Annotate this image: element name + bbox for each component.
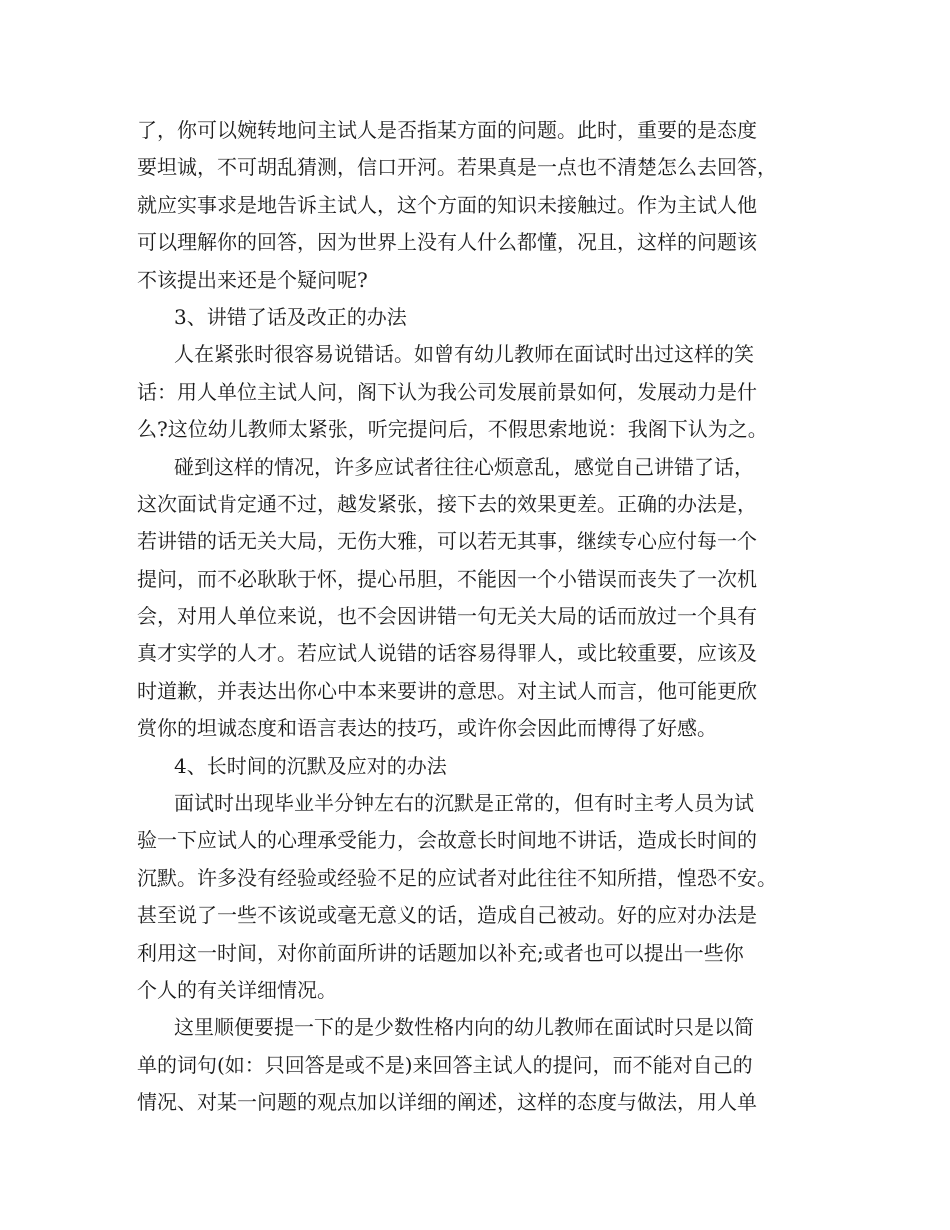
text-line: 会，对用人单位来说，也不会因讲错一句无关大局的话而放过一个具有 <box>137 604 757 629</box>
document-body <box>137 112 827 1122</box>
text-line: 单的词句(如：只回答是或不是)来回答主试人的提问，而不能对自己的 <box>137 1052 753 1077</box>
text-line: 这里顺便要提一下的是少数性格内向的幼儿教师在面试时只是以简 <box>174 1015 754 1040</box>
text-line: 利用这一时间，对你前面所讲的话题加以补充;或者也可以提出一些你 <box>137 940 744 965</box>
text-line: 3、讲错了话及改正的办法 <box>174 304 407 329</box>
text-line: 就应实事求是地告诉主试人，这个方面的知识未接触过。作为主试人他 <box>137 192 757 217</box>
text-line: 碰到这样的情况，许多应试者往往心烦意乱，感觉自己讲错了话， <box>174 454 754 479</box>
text-line: 若讲错的话无关大局，无伤大雅，可以若无其事，继续专心应付每一个 <box>137 529 757 554</box>
text-line: 了，你可以婉转地问主试人是否指某方面的问题。此时，重要的是态度 <box>137 118 757 142</box>
text-line: 么?这位幼儿教师太紧张，听完提问后，不假思索地说：我阁下认为之。 <box>137 417 768 442</box>
text-line: 个人的有关详细情况。 <box>137 977 337 1002</box>
text-line: 时道歉，并表达出你心中本来要讲的意思。对主试人而言，他可能更欣 <box>137 678 757 703</box>
text-line: 要坦诚，不可胡乱猜测，信口开河。若果真是一点也不清楚怎么去回答， <box>137 155 777 180</box>
text-line: 这次面试肯定通不过，越发紧张，接下去的效果更差。正确的办法是， <box>137 491 757 516</box>
text-line: 人在紧张时很容易说错话。如曾有幼儿教师在面试时出过这样的笑 <box>174 342 754 367</box>
text-line: 甚至说了一些不该说或毫无意义的话，造成自己被动。好的应对办法是 <box>137 903 757 928</box>
text-line: 可以理解你的回答，因为世界上没有人什么都懂，况且，这样的问题该 <box>137 230 757 255</box>
text-line: 4、长时间的沉默及应对的办法 <box>174 753 447 778</box>
text-line: 面试时出现毕业半分钟左右的沉默是正常的，但有时主考人员为试 <box>174 791 754 816</box>
text-line: 验一下应试人的心理承受能力，会故意长时间地不讲话，造成长时间的 <box>137 828 757 853</box>
text-line: 不该提出来还是个疑问呢? <box>137 267 368 292</box>
text-line: 沉默。许多没有经验或经验不足的应试者对此往往不知所措，惶恐不安。 <box>137 865 777 890</box>
text-line: 话：用人单位主试人问，阁下认为我公司发展前景如何，发展动力是什 <box>137 379 757 404</box>
text-line: 赏你的坦诚态度和语言表达的技巧，或许你会因此而博得了好感。 <box>137 716 717 741</box>
text-line: 情况、对某一问题的观点加以详细的阐述，这样的态度与做法，用人单 <box>137 1090 757 1115</box>
text-line: 真才实学的人才。若应试人说错的话容易得罪人，或比较重要，应该及 <box>137 641 757 666</box>
text-line: 提问，而不必耿耿于怀，提心吊胆，不能因一个小错误而丧失了一次机 <box>137 566 757 591</box>
